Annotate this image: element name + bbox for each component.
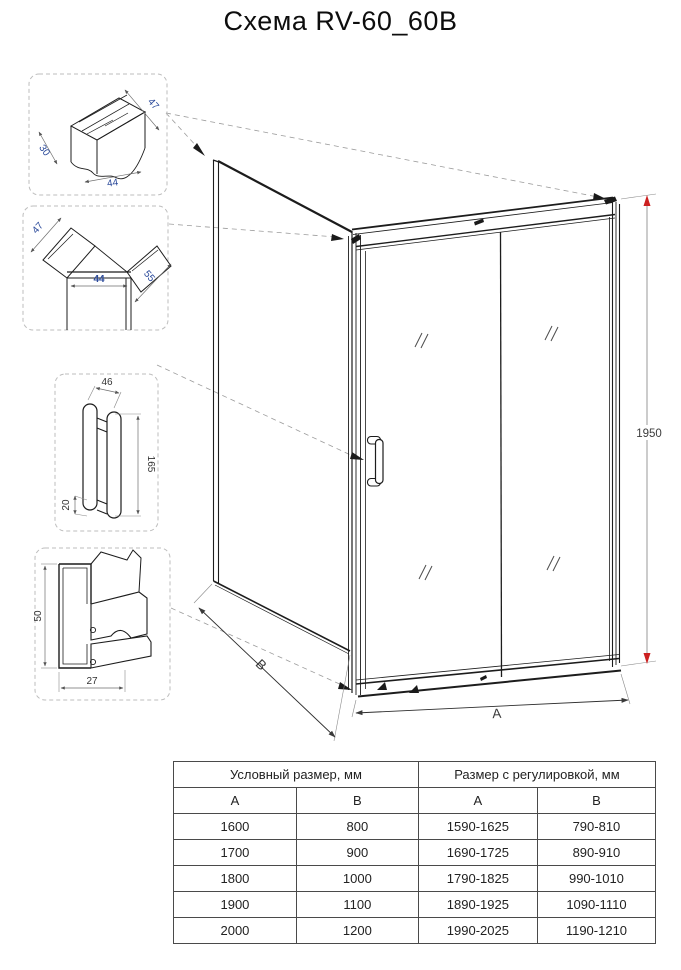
detail-wall-profile bbox=[36, 90, 161, 190]
dim-47-corner: 47 bbox=[30, 220, 46, 237]
table-cell: 900 bbox=[296, 840, 418, 866]
roller-left bbox=[377, 682, 387, 690]
table-cell: 1800 bbox=[174, 866, 297, 892]
header-nominal-size: Условный размер, мм bbox=[174, 762, 419, 788]
dim-50: 50 bbox=[33, 610, 44, 622]
depth-label: B bbox=[252, 656, 270, 674]
table-cell: 990-1010 bbox=[537, 866, 655, 892]
sliding-doors bbox=[366, 217, 610, 689]
dim-165: 165 bbox=[145, 455, 156, 473]
detail-corner-profile bbox=[30, 218, 171, 330]
table-cell: 1690-1725 bbox=[418, 840, 537, 866]
table-cell: 2000 bbox=[174, 918, 297, 944]
main-drawing bbox=[194, 160, 664, 741]
table-row bbox=[174, 814, 656, 840]
table-cell: 1590-1625 bbox=[418, 814, 537, 840]
table-row bbox=[174, 892, 656, 918]
col-header-b1: B bbox=[296, 788, 418, 814]
col-header-a1: A bbox=[174, 788, 297, 814]
dim-44-corner: 44 bbox=[93, 274, 105, 285]
width-label: A bbox=[491, 705, 502, 722]
table-header-groups bbox=[174, 762, 656, 788]
table-header-cols bbox=[174, 788, 656, 814]
top-rail bbox=[352, 197, 617, 251]
dim-30: 30 bbox=[36, 142, 52, 159]
dim-27: 27 bbox=[86, 676, 98, 687]
glass-reflections bbox=[415, 326, 560, 580]
bottom-rail bbox=[356, 655, 621, 697]
table-cell: 890-910 bbox=[537, 840, 655, 866]
height-label: 1950 bbox=[636, 428, 662, 440]
door-divider bbox=[501, 232, 502, 677]
table-row bbox=[174, 918, 656, 944]
table-cell: 1700 bbox=[174, 840, 297, 866]
table-cell: 1200 bbox=[296, 918, 418, 944]
dim-20: 20 bbox=[61, 499, 72, 511]
dimension-height bbox=[621, 194, 664, 666]
header-adjustable-size: Размер с регулировкой, мм bbox=[418, 762, 655, 788]
detail-bottom-rail bbox=[33, 550, 151, 692]
size-table bbox=[173, 761, 656, 944]
dim-46: 46 bbox=[101, 377, 113, 388]
dim-55: 55 bbox=[141, 268, 157, 285]
roller-right bbox=[409, 685, 419, 693]
table-cell: 1100 bbox=[296, 892, 418, 918]
table-cell: 800 bbox=[296, 814, 418, 840]
red-arrow-up bbox=[644, 195, 651, 206]
table-cell: 1900 bbox=[174, 892, 297, 918]
door-handle-icon bbox=[368, 437, 384, 487]
table-cell: 1190-1210 bbox=[537, 918, 655, 944]
side-glass-panel bbox=[214, 161, 353, 654]
right-wall-profile bbox=[613, 200, 620, 667]
page-title: Схема RV-60_60B bbox=[223, 6, 458, 36]
table-cell: 1090-1110 bbox=[537, 892, 655, 918]
table-cell: 1000 bbox=[296, 866, 418, 892]
dim-47-top: 47 bbox=[145, 96, 161, 113]
table-cell: 1990-2025 bbox=[418, 918, 537, 944]
leader-lines bbox=[157, 113, 606, 690]
col-header-a2: A bbox=[418, 788, 537, 814]
table-cell: 1600 bbox=[174, 814, 297, 840]
back-wall-profile bbox=[213, 160, 219, 583]
table-cell: 790-810 bbox=[537, 814, 655, 840]
dim-44-base: 44 bbox=[106, 177, 119, 190]
corner-post bbox=[349, 231, 362, 695]
dimension-depth bbox=[194, 584, 350, 741]
table-row bbox=[174, 866, 656, 892]
table-cell: 1790-1825 bbox=[418, 866, 537, 892]
detail-handle bbox=[61, 377, 156, 518]
table-cell: 1890-1925 bbox=[418, 892, 537, 918]
roller-clip bbox=[480, 675, 487, 681]
table-row bbox=[174, 840, 656, 866]
col-header-b2: B bbox=[537, 788, 655, 814]
